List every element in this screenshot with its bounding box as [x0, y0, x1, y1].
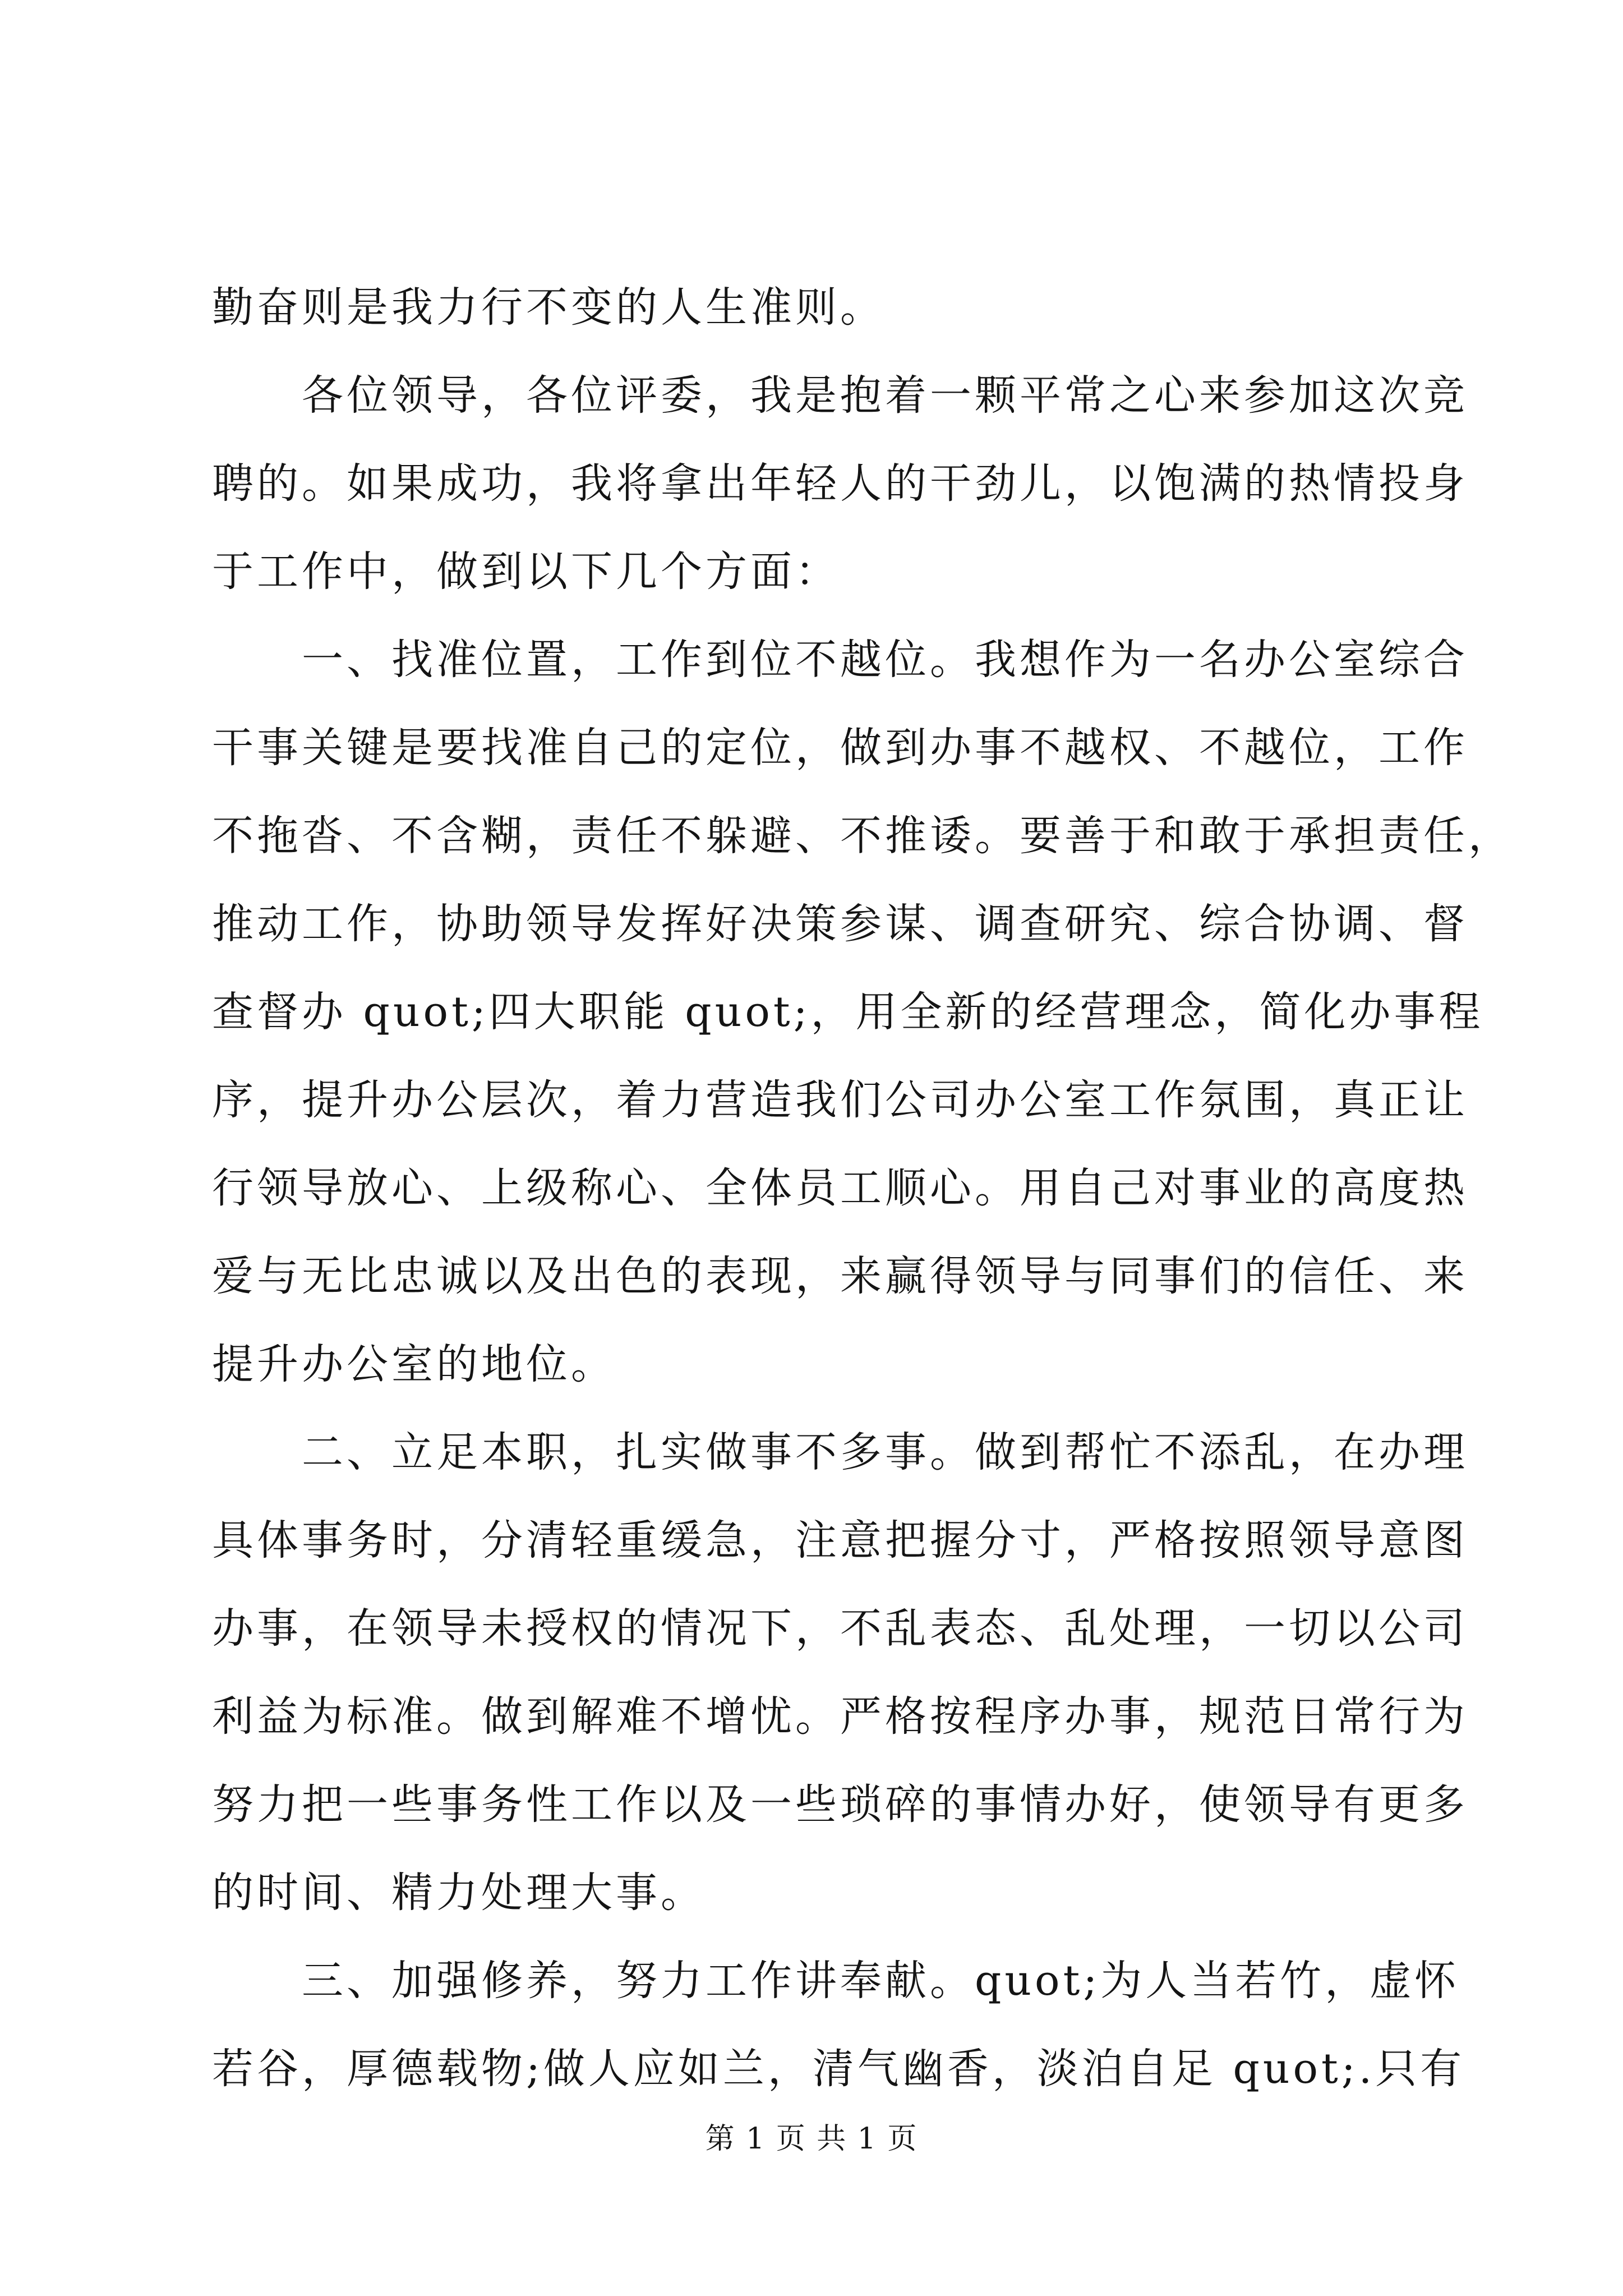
- text-line: 干事关键是要找准自己的定位，做到办事不越权、不越位，工作: [212, 724, 1468, 772]
- page-footer: 第 1 页 共 1 页: [705, 2122, 918, 2156]
- text-line: 提升办公室的地位。: [212, 1340, 616, 1388]
- text-line: 二、立足本职，扎实做事不多事。做到帮忙不添乱，在办理: [212, 1428, 1468, 1476]
- text-line: 具体事务时，分清轻重缓急，注意把握分寸，严格按照领导意图: [212, 1516, 1468, 1565]
- text-line: 爱与无比忠诚以及出色的表现，来赢得领导与同事们的信任、来: [212, 1252, 1468, 1300]
- text-line: 推动工作，协助领导发挥好决策参谋、调查研究、综合协调、督: [212, 900, 1468, 948]
- text-line: 各位领导，各位评委，我是抱着一颗平常之心来参加这次竞: [212, 371, 1468, 420]
- text-line: 利益为标准。做到解难不增忧。严格按程序办事，规范日常行为: [212, 1692, 1468, 1741]
- text-line: 不拖沓、不含糊，责任不躲避、不推诿。要善于和敢于承担责任，: [212, 812, 1513, 860]
- text-line: 聘的。如果成功，我将拿出年轻人的干劲儿，以饱满的热情投身: [212, 459, 1468, 508]
- text-line: 行领导放心、上级称心、全体员工顺心。用自己对事业的高度热: [212, 1164, 1468, 1212]
- text-line: 勤奋则是我力行不变的人生准则。: [212, 283, 885, 332]
- text-line: 的时间、精力处理大事。: [212, 1869, 706, 1917]
- body-text: [212, 264, 1513, 2113]
- text-line: 三、加强修养，努力工作讲奉献。quot;为人当若竹，虚怀: [212, 1957, 1460, 2005]
- text-line: 一、找准位置，工作到位不越位。我想作为一名办公室综合: [212, 636, 1468, 684]
- text-line: 办事，在领导未授权的情况下，不乱表态、乱处理，一切以公司: [212, 1604, 1468, 1653]
- text-line: 查督办 quot;四大职能 quot;，用全新的经营理念，简化办事程: [212, 988, 1484, 1036]
- text-line: 于工作中，做到以下几个方面：: [212, 547, 840, 596]
- text-line: 序，提升办公层次，着力营造我们公司办公室工作氛围，真正让: [212, 1076, 1468, 1124]
- text-line: 努力把一些事务性工作以及一些琐碎的事情办好，使领导有更多: [212, 1780, 1468, 1829]
- text-line: 若谷，厚德载物;做人应如兰，清气幽香，淡泊自足 quot;.只有: [212, 2045, 1465, 2093]
